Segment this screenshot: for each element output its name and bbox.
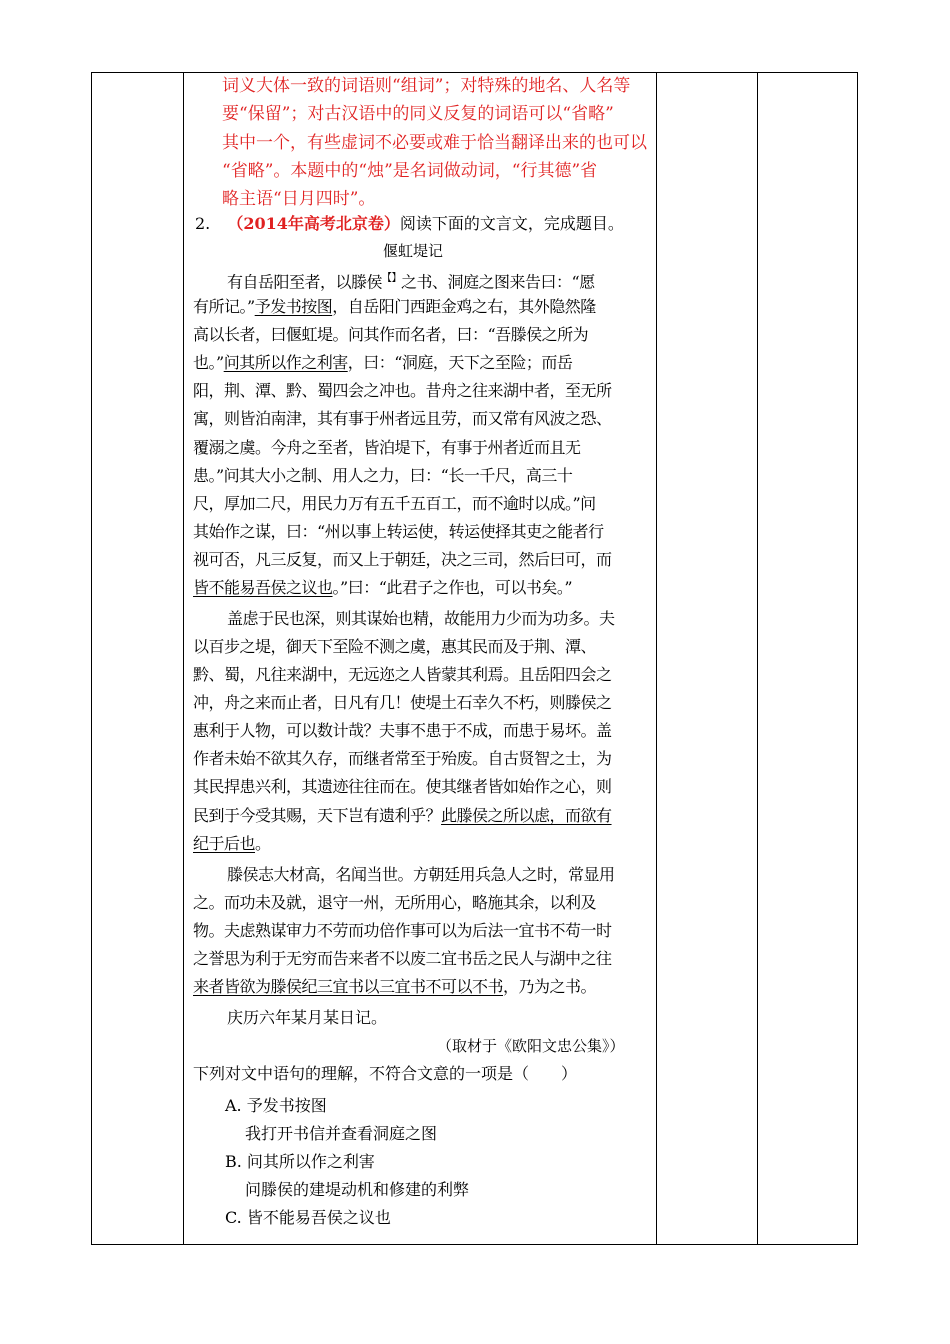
question-header — [195, 214, 624, 234]
passage-line: 寓，则皆泊南津，其有事于州者远且劳，而又常有风波之恐、 — [193, 409, 612, 428]
underlined-phrase: 问其所以作之利害 — [223, 353, 348, 372]
passage-line: 覆溺之虞。今舟之至者，皆泊堤下，有事于州者近而且无 — [193, 438, 581, 457]
passage-line: 也。”问其所以作之利害，曰：“洞庭，天下之至险；而岳 — [193, 353, 573, 372]
note-line: 词义大体一致的词语则“组词”；对特殊的地名、人名等 — [222, 76, 631, 96]
passage-line: 盖虑于民也深，则其谋始也精，故能用力少而为功多。夫 — [227, 609, 615, 628]
option-label: A. 予发书按图 — [225, 1096, 327, 1115]
passage-line: 物。夫虑熟谋审力不劳而功倍作事可以为后法一宜书不苟一时 — [193, 921, 612, 940]
note-line: 略主语“日月四时”。 — [222, 189, 376, 209]
question-stem: 下列对文中语句的理解，不符合文意的一项是（ ） — [193, 1064, 578, 1083]
passage-line: 有所记。”予发书按图，自岳阳门西距金鸡之右，其外隐然隆 — [193, 297, 596, 316]
passage-line: 视可否，凡三反复，而又上于朝廷，决之三司，然后曰可，而 — [193, 550, 612, 569]
column-divider — [183, 73, 184, 1244]
underlined-phrase: 纪于后也 — [193, 834, 256, 853]
question-instruction: 阅读下面的文言文，完成题目。 — [399, 214, 624, 233]
underlined-phrase: 来者皆欲为滕侯纪三宜书以三宜书不可以不书 — [193, 977, 504, 996]
note-line: 要“保留”；对古汉语中的同义反复的词语可以“省略” — [222, 104, 614, 124]
passage-line: 之誉思为利于无穷而告来者不以废二宜书岳之民人与湖中之往 — [193, 949, 612, 968]
passage-line: 来者皆欲为滕侯纪三宜书以三宜书不可以不书，乃为之书。 — [193, 977, 597, 996]
passage-line: 黔、蜀，凡往来湖中，无远迩之人皆蒙其利焉。且岳阳四会之 — [193, 665, 612, 684]
question-source: （2014年高考北京卷） — [227, 214, 400, 233]
passage-citation: （取材于《欧阳文忠公集》） — [437, 1037, 625, 1055]
option-gloss: 问滕侯的建堤动机和修建的利弊 — [245, 1180, 470, 1199]
footnote-mark: 【】 — [382, 273, 402, 284]
note-line: 其中一个，有些虚词不必要或难于恰当翻译出来的也可以 — [222, 133, 647, 153]
passage-line: 其民捍患兴利，其遗迹往往而在。使其继者皆如始作之心，则 — [193, 777, 612, 796]
passage-line: 滕侯志大材高，名闻当世。方朝廷用兵急人之时，常显用 — [227, 865, 615, 884]
passage-date: 庆历六年某月某日记。 — [227, 1008, 388, 1027]
question-number: 2. — [195, 214, 211, 233]
underlined-phrase: 皆不能易吾侯之议也 — [193, 578, 333, 597]
option-gloss: 我打开书信并查看洞庭之图 — [245, 1124, 438, 1143]
passage-line: 民到于今受其赐，天下岂有遗利乎？此滕侯之所以虑，而欲有 — [193, 806, 612, 825]
passage-line: 皆不能易吾侯之议也。”曰：“此君子之作也，可以书矣。” — [193, 578, 573, 597]
passage-line: 以百步之堤，御天下至险不测之虞，惠其民而及于荆、潭、 — [193, 637, 597, 656]
passage-line: 冲，舟之来而止者，日凡有几！使堤土石幸久不朽，则滕侯之 — [193, 693, 612, 712]
passage-line: 阳，荆、潭、黔、蜀四会之冲也。昔舟之往来湖中者，至无所 — [193, 381, 612, 400]
option-label: C. 皆不能易吾侯之议也 — [225, 1208, 391, 1227]
passage-title: 偃虹堤记 — [383, 242, 444, 260]
passage-line: 纪于后也。 — [193, 834, 271, 853]
note-line: “省略”。本题中的“烛”是名词做动词，“行其德”省 — [222, 161, 598, 181]
passage-line: 其始作之谋，曰：“州以事上转运使，转运使择其吏之能者行 — [193, 522, 604, 541]
passage-line: 作者未始不欲其久存，而继者常至于殆废。自古贤智之士，为 — [193, 749, 612, 768]
passage-line: 之。而功未及就，退守一州，无所用心，略施其余，以利及 — [193, 893, 597, 912]
passage-line: 患。”问其大小之制、用人之力，曰：“长一千尺，高三十 — [193, 466, 573, 485]
column-divider — [757, 73, 758, 1244]
passage-line: 尺，厚加二尺，用民力万有五千五百工，而不逾时以成。”问 — [193, 494, 596, 513]
underlined-phrase: 此滕侯之所以虑，而欲有 — [441, 806, 612, 825]
passage-line: 高以长者，曰偃虹堤。问其作而名者，曰：“吾滕侯之所为 — [193, 325, 589, 344]
underlined-phrase: 予发书按图 — [254, 297, 333, 316]
passage-line: 惠利于人物，可以数计哉？夫事不患于不成，而患于易坏。盖 — [193, 721, 612, 740]
passage-line: 有自岳阳至者，以滕侯【】之书、洞庭之图来告曰：“愿 — [227, 272, 595, 292]
column-divider — [656, 73, 657, 1244]
option-label: B. 问其所以作之利害 — [225, 1152, 375, 1171]
